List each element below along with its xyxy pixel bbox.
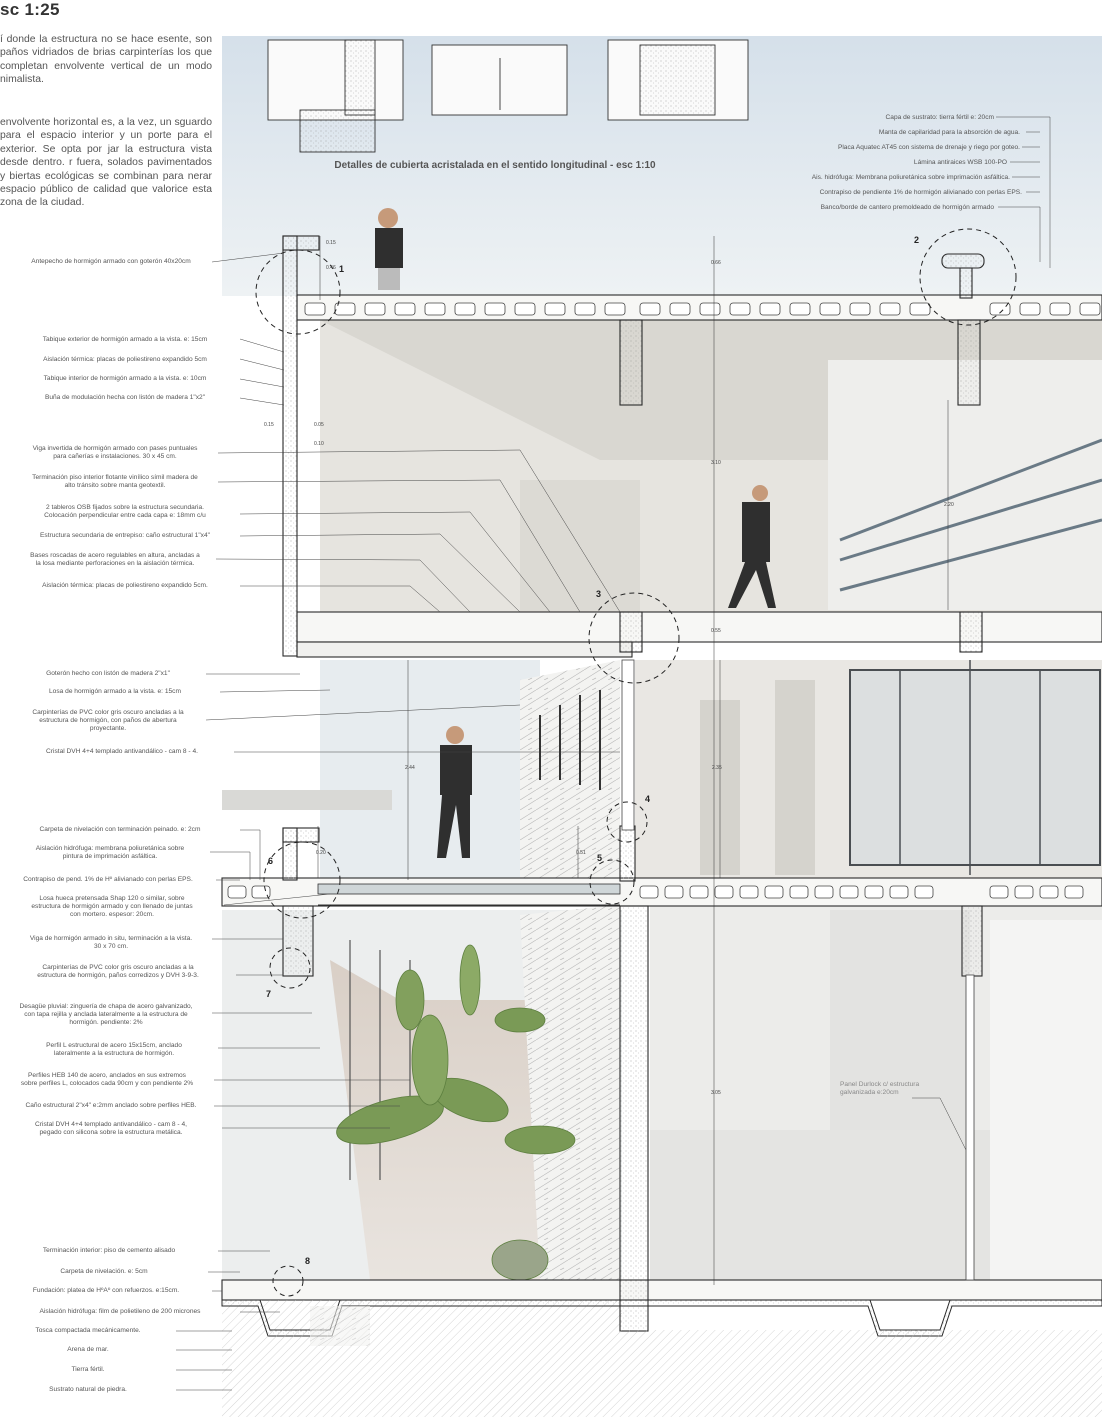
left-label: Aislación térmica: placas de poliestireno expandido 5cm.: [42, 582, 208, 589]
left-label: Viga invertida de hormigón armado con pases puntuales para cañerías e instalaciones. 30 x 45 cm.: [32, 445, 198, 460]
detail-number: 2: [914, 235, 920, 245]
roof-label: Capa de sustrato: tierra fértil e: 20cm: [885, 114, 994, 121]
left-label: Fundación: platea de HºAº con refuerzos. e:15cm.: [32, 1287, 180, 1294]
left-label: Tosca compactada mecánicamente.: [35, 1327, 141, 1334]
dimension-label: 2.35: [712, 765, 722, 771]
dimension-label: 0.20: [316, 850, 326, 856]
left-label: Tabique interior de hormigón armado a la vista. e: 10cm: [43, 375, 207, 382]
dimension-label: 2.20: [944, 502, 954, 508]
courtyard-sky: [320, 660, 540, 890]
detail-number: 3: [596, 589, 602, 599]
detail-number: 7: [266, 989, 272, 999]
roof-label: Placa Aquatec AT45 con sistema de drenaje y riego por goteo.: [837, 144, 1020, 151]
left-label: Carpeta de nivelación con terminación peinado. e: 2cm: [39, 826, 201, 833]
dimension-label: 2.44: [405, 765, 415, 771]
left-label: Losa de hormigón armado a la vista. e: 15cm: [49, 688, 181, 695]
left-label: 2 tableros OSB fijados sobre la estructura secundaria. Colocación perpendicular entre cada capa e: 18mm c/u: [44, 504, 206, 519]
dimension-label: 0.55: [711, 628, 721, 634]
left-label: Perfiles HEB 140 de acero, anclados en sus extremos sobre perfiles L, colocados cada 90cm y con pendiente 2%: [20, 1072, 194, 1087]
left-label: Arena de mar.: [67, 1346, 109, 1353]
left-label: Aislación hidrófuga: membrana poliuretánica sobre pintura de imprimación asfáltica.: [35, 845, 185, 860]
left-label: Goterón hecho con listón de madera 2"x1": [46, 670, 170, 677]
left-label: Estructura secundaria de entrepiso: caño estructural 1"x4": [40, 532, 210, 539]
intro-paragraph-2: envolvente horizontal es, a la vez, un sguardo para el espacio interior y un porte para el exterior. Se opta por jar la estructura vista desde dentro. r fuera, solados pavimentados y biertas ecológicas se combinan para nerar espacio público de calidad que valorice esta zona de la ciudad.: [0, 117, 212, 209]
left-label: Losa hueca pretensada Shap 120 o similar, sobre estructura de hormigón armado y con llenado de juntas con mortero. espesor: 20cm.: [31, 895, 193, 918]
roof-label: Banco/borde de cantero premoldeado de hormigón armado: [820, 204, 994, 211]
dimension-label: 0.66: [711, 260, 721, 266]
left-label: Sustrato natural de piedra.: [49, 1386, 127, 1393]
left-label: Aislación hidrófuga: film de polietileno de 200 micrones: [39, 1308, 201, 1315]
left-label: Caño estructural 2"x4" e:2mm anclado sobre perfiles HEB.: [25, 1102, 197, 1109]
dimension-label: 0.15: [326, 240, 336, 246]
detail-number: 8: [305, 1256, 311, 1266]
detail-number: 6: [268, 856, 274, 866]
left-label: Terminación piso interior flotante vinílico símil madera de alto tránsito sobre manta geotextil.: [32, 474, 198, 489]
glass-roof: [318, 884, 620, 894]
detail-number: 5: [597, 853, 603, 863]
left-label: Carpinterías de PVC color gris oscuro ancladas a la estructura de hormigón, con paños de abertura proyectante.: [32, 709, 184, 732]
left-label: Tabique exterior de hormigón armado a la vista. e: 15cm: [42, 336, 208, 343]
left-label: Aislación térmica: placas de poliestireno expandido 5cm: [43, 356, 207, 363]
left-label: Tierra fértil.: [71, 1366, 105, 1373]
dimension-label: 0.10: [314, 441, 324, 447]
left-label: Cristal DVH 4+4 templado antivandálico - cam 8 - 4.: [46, 748, 198, 755]
intro-paragraph-1: í donde la estructura no se hace esente, son paños vidriados de brias carpinterías los que completan envolvente vertical de un modo nimalista.: [0, 34, 212, 86]
panel-label: Panel Durlock c/ estructura galvanizada e:20cm: [840, 1081, 920, 1096]
left-label: Antepecho de hormigón armado con goterón 40x20cm: [31, 258, 191, 265]
left-label: Bases roscadas de acero regulables en altura, ancladas a la losa mediante perforaciones en la aislación térmica.: [30, 552, 200, 567]
left-label: Perfil L estructural de acero 15x15cm, anclado lateralmente a la estructura de hormigón.: [46, 1042, 182, 1057]
left-label: Buña de modulación hecha con listón de madera 1"x2": [44, 394, 206, 401]
roof-label: Contrapiso de pendiente 1% de hormigón alivianado con perlas EPS.: [819, 189, 1022, 196]
detail-caption: Detalles de cubierta acristalada en el sentido longitudinal - esc 1:10: [334, 160, 656, 171]
roof-label: Ais. hidrófuga: Membrana poliuretánica sobre imprimación asfáltica.: [811, 174, 1010, 181]
dimension-label: 0.05: [314, 422, 324, 428]
detail-number: 1: [339, 264, 345, 274]
left-label: Contrapiso de pend. 1% de Hº alivianado con perlas EPS.: [23, 876, 193, 883]
dimension-label: 3.05: [711, 1090, 721, 1096]
roof-label: Lámina antiraices WSB 100-PO: [913, 159, 1007, 166]
page-title: sc 1:25: [0, 0, 60, 19]
left-label: Cristal DVH 4+4 templado antivandálico - cam 8 - 4, pegado con silicona sobre la estructura metálica.: [35, 1121, 187, 1136]
roof-label: Manta de capilaridad para la absorción de agua.: [878, 129, 1020, 136]
dimension-label: 3.10: [711, 460, 721, 466]
left-label: Viga de hormigón armado in situ, terminación a la vista. 30 x 70 cm.: [29, 935, 193, 950]
dimension-label: 0.15: [264, 422, 274, 428]
dimension-label: 0.51: [576, 850, 586, 856]
left-label: Desagüe pluvial: zinguería de chapa de acero galvanizado, con tapa rejilla y anclada lateralmente a la estructura de hormigón. pendiente: 2%: [19, 1003, 193, 1026]
dimension-label: 0.46: [326, 265, 336, 271]
left-label: Carpeta de nivelación. e: 5cm: [60, 1268, 148, 1275]
left-label: Carpinterías de PVC color gris oscuro ancladas a la estructura de hormigón, paños corredizos y DVH 3-9-3.: [37, 964, 199, 979]
detail-number: 4: [645, 794, 651, 804]
left-label: Terminación interior: piso de cemento alisado: [42, 1247, 176, 1254]
